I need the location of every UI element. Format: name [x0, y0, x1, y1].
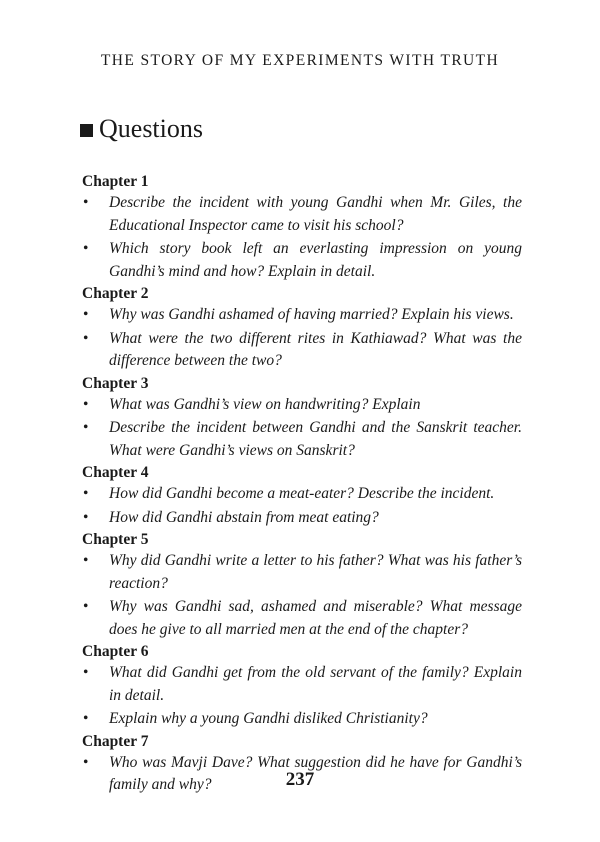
question-list [82, 662, 522, 731]
question-list [82, 550, 522, 641]
question-item [82, 328, 522, 373]
bullet-icon: • [83, 598, 89, 615]
chapter-section [82, 642, 522, 731]
question-item [82, 596, 522, 641]
question-item [82, 483, 522, 506]
chapter-title: Chapter 5 [82, 531, 149, 548]
chapter-section [82, 172, 522, 283]
question-item [82, 550, 522, 595]
bullet-icon: • [83, 710, 89, 727]
bullet-icon: • [83, 664, 89, 681]
chapter-section [82, 374, 522, 463]
chapter-title: Chapter 3 [82, 374, 149, 392]
section-title-text: Questions [99, 114, 203, 143]
question-list [82, 394, 522, 463]
question-item [82, 507, 522, 530]
bullet-icon: • [83, 508, 89, 526]
question-text: Explain why a young Gandhi disliked Christianity? [109, 710, 428, 727]
question-item [82, 708, 522, 731]
chapter-title: Chapter 7 [82, 732, 149, 750]
question-item [82, 417, 522, 462]
page-number: 237 [285, 769, 315, 790]
section-title [80, 114, 203, 144]
question-text: Which story book left an everlasting impression on young Gandhi’s mind and how? Explain in detail. [109, 240, 522, 280]
question-list [82, 483, 522, 529]
question-item [82, 238, 522, 283]
question-text: How did Gandhi abstain from meat eating? [109, 508, 379, 526]
question-text: What did Gandhi get from the old servant of the family? Explain in detail. [109, 664, 522, 704]
question-list [82, 304, 522, 373]
question-text: What was Gandhi’s view on handwriting? Explain [109, 395, 421, 413]
question-text: Describe the incident with young Gandhi when Mr. Giles, the Educational Inspector came to visit his school? [109, 194, 522, 234]
question-item [82, 394, 522, 417]
chapter-title: Chapter 6 [82, 643, 149, 660]
square-bullet-icon [80, 124, 93, 137]
bullet-icon: • [83, 419, 89, 436]
question-item [82, 304, 522, 327]
question-text: Why was Gandhi sad, ashamed and miserable? What message does he give to all married men at the end of the chapter? [109, 598, 522, 638]
questions-list [82, 172, 522, 798]
running-head: THE STORY OF MY EXPERIMENTS WITH TRUTH [100, 52, 500, 69]
question-text: How did Gandhi become a meat-eater? Describe the incident. [109, 485, 495, 502]
chapter-title: Chapter 2 [82, 285, 149, 302]
question-text: Describe the incident between Gandhi and the Sanskrit teacher. What were Gandhi’s views on Sanskrit? [109, 419, 522, 459]
chapter-section [82, 463, 522, 529]
question-text: Why was Gandhi ashamed of having married? Explain his views. [109, 306, 514, 323]
chapter-section [82, 284, 522, 373]
question-item [82, 662, 522, 707]
chapter-section [82, 530, 522, 641]
question-text: Who was Mavji Dave? What suggestion did he have for Gandhi’s family and why? [109, 753, 522, 793]
question-text: Why did Gandhi write a letter to his father? What was his father’s reaction? [109, 552, 522, 592]
bullet-icon: • [83, 240, 89, 257]
bullet-icon: • [83, 306, 89, 323]
bullet-icon: • [83, 329, 89, 347]
question-text: What were the two different rites in Kathiawad? What was the difference between the two? [109, 329, 522, 369]
chapter-title: Chapter 1 [82, 173, 149, 190]
bullet-icon: • [83, 194, 89, 211]
chapter-title: Chapter 4 [82, 464, 149, 481]
bullet-icon: • [83, 395, 89, 413]
question-list [82, 192, 522, 283]
question-item [82, 192, 522, 237]
bullet-icon: • [83, 753, 89, 771]
bullet-icon: • [83, 485, 89, 502]
bullet-icon: • [83, 552, 89, 569]
